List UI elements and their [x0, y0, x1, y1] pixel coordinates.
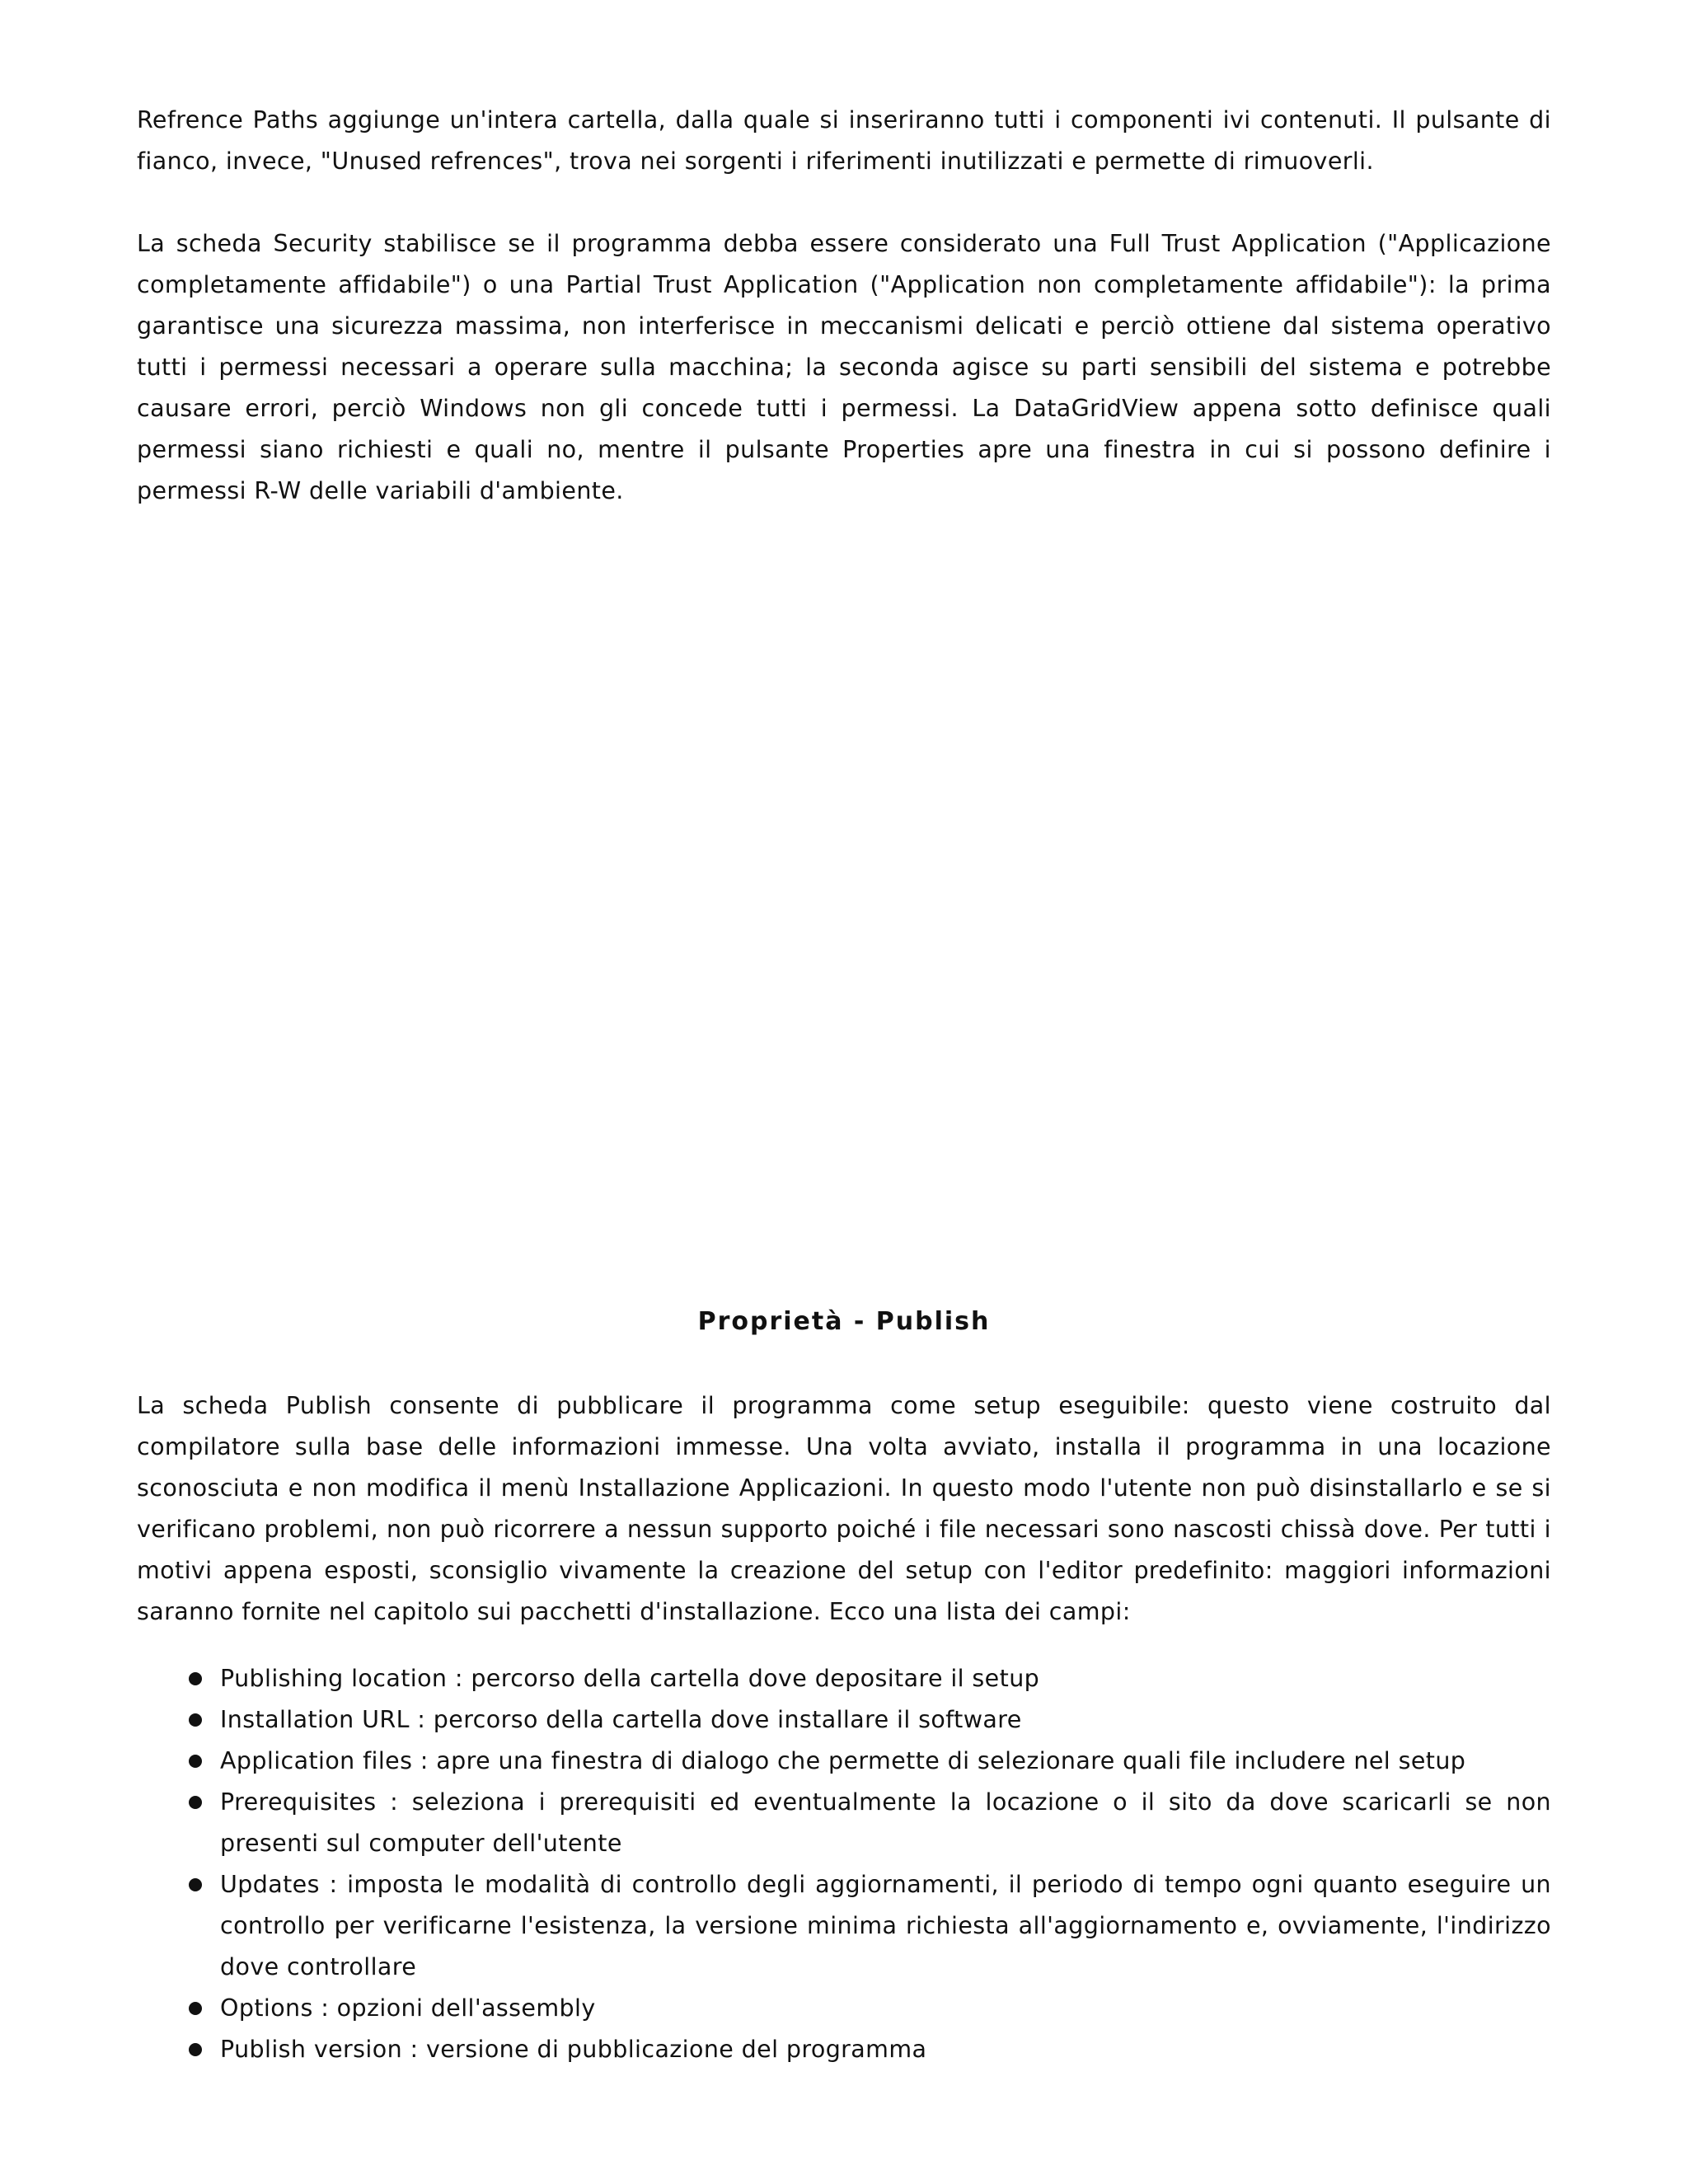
list-item — [137, 1988, 1551, 2029]
paragraph-security: La scheda Security stabilisce se il programma debba essere considerato una Full Trust Application ("Applicazione completamente affidabile") o una Partial Trust Application ("Application non completamente affidabile"): la prima garantisce una sicurezza massima, non interferisce in meccanismi delicati e perciò ottiene dal sistema operativo tutti i permessi necessari a operare sulla macchina; la seconda agisce su parti sensibili del sistema e potrebbe causare errori, perciò Windows non gli concede tutti i permessi. La DataGridView appena sotto definisce quali permessi siano richiesti e quali no, mentre il pulsante Properties apre una finestra in cui si possono definire i permessi R-W delle variabili d'ambiente. — [137, 230, 1551, 504]
bullet-icon — [189, 2002, 202, 2015]
list-item — [137, 1658, 1551, 1699]
section-title: Proprietà - Publish — [697, 1307, 991, 1336]
bullet-icon — [189, 1713, 202, 1727]
list-item — [137, 2029, 1551, 2070]
list-item-text: Updates : imposta le modalità di controllo degli aggiornamenti, il periodo di tempo ogni quanto eseguire un controllo per verificarne l'esistenza, la versione minima richiesta all'aggiornamento e, ovviamente, l'indirizzo dove controllare — [220, 1871, 1551, 1980]
bullet-icon — [189, 1796, 202, 1809]
list-item-text: Options : opzioni dell'assembly — [220, 1994, 596, 2022]
list-item-text: Application files : apre una finestra di dialogo che permette di selezionare quali file includere nel setup — [220, 1747, 1466, 1774]
bullet-icon — [189, 1672, 202, 1685]
list-item-text: Publish version : versione di pubblicazione del programma — [220, 2036, 927, 2063]
bullet-icon — [189, 1755, 202, 1768]
bullet-icon — [189, 1878, 202, 1891]
bullet-icon — [189, 2043, 202, 2056]
paragraph-publish: La scheda Publish consente di pubblicare il programma come setup eseguibile: questo viene costruito dal compilatore sulla base delle informazioni immesse. Una volta avviato, installa il programma in una locazione sconosciuta e non modifica il menù Installazione Applicazioni. In questo modo l'utente non può disinstallarlo e se si verificano problemi, non può ricorrere a nessun supporto poiché i file necessari sono nascosti chissà dove. Per tutti i motivi appena esposti, sconsiglio vivamente la creazione del setup con l'editor predefinito: maggiori informazioni saranno fornite nel capitolo sui pacchetti d'installazione. Ecco una lista dei campi: — [137, 1392, 1551, 1625]
list-item — [137, 1741, 1551, 1782]
list-item — [137, 1699, 1551, 1741]
list-item — [137, 1864, 1551, 1988]
fields-list — [137, 1658, 1551, 2070]
list-item-text: Publishing location : percorso della cartella dove depositare il setup — [220, 1665, 1040, 1692]
list-item — [137, 1782, 1551, 1864]
paragraph-reference-paths: Refrence Paths aggiunge un'intera cartella, dalla quale si inseriranno tutti i componenti ivi contenuti. Il pulsante di fianco, invece, "Unused refrences", trova nei sorgenti i riferimenti inutilizzati e permette di rimuoverli. — [137, 106, 1551, 175]
list-item-text: Prerequisites : seleziona i prerequisiti ed eventualmente la locazione o il sito da dove scaricarli se non presenti sul computer dell'utente — [220, 1788, 1551, 1857]
list-item-text: Installation URL : percorso della cartella dove installare il software — [220, 1706, 1022, 1733]
